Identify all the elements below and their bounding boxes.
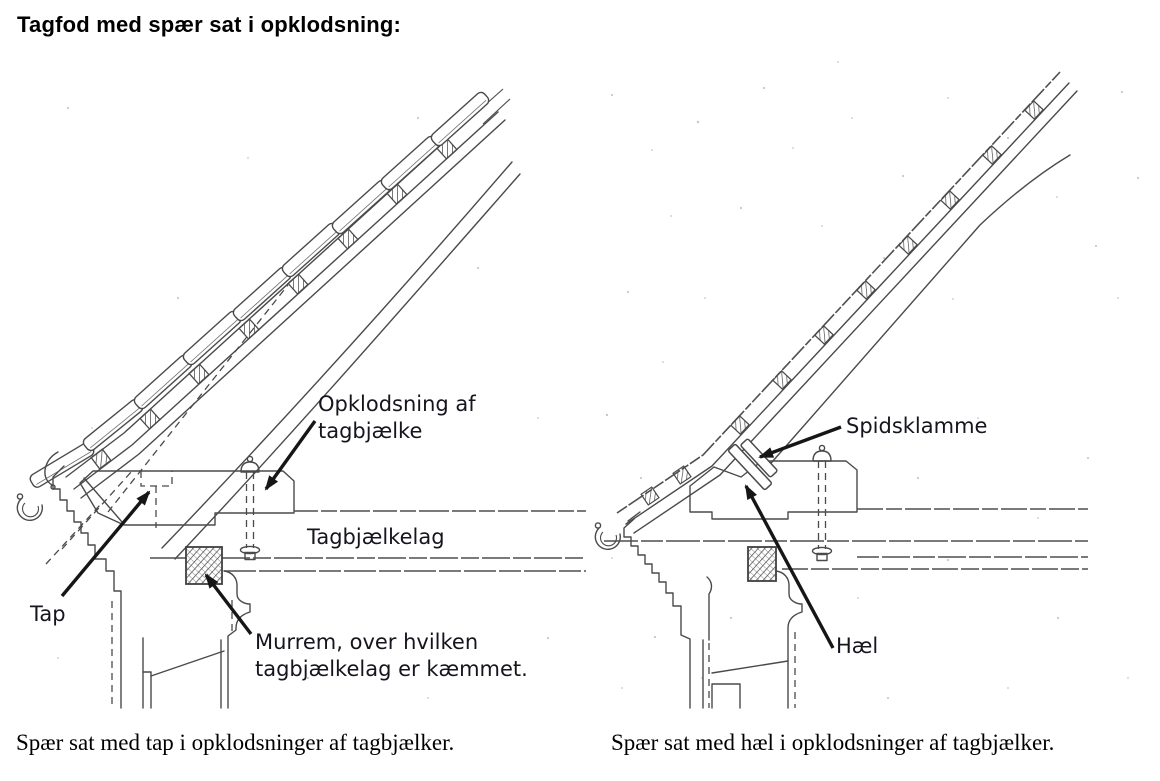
label-spidsklamme: Spidsklamme: [846, 414, 988, 438]
left-bolt: [241, 456, 260, 559]
label-tagbjaelkelag: Tagbjælkelag: [307, 525, 445, 549]
opklodsning-arrow: [266, 421, 315, 489]
right-bolt: [813, 445, 832, 560]
tap-arrow: [62, 492, 149, 596]
spidsklamme-arrow: [760, 427, 841, 457]
right-gutter: [595, 523, 620, 549]
right-battens: [641, 101, 1043, 505]
label-opklodsning: Opklodsning af tagbjælke: [318, 392, 476, 443]
right-caption: Spær sat med hæl i opklodsninger af tagbjælker.: [611, 730, 1055, 755]
murrem-arrow: [206, 575, 251, 634]
right-murrem-square: [748, 547, 776, 581]
left-opklodsning-block: [46, 471, 294, 564]
left-caption: Spær sat med tap i opklodsninger af tagbjælker.: [16, 730, 455, 755]
tap-mortise-dashed: [141, 471, 172, 486]
page-title: Tagfod med spær sat i opklodsning:: [17, 12, 402, 37]
left-wall-profile: [53, 466, 250, 708]
right-diagram-drawing: [595, 72, 1088, 708]
right-rafter-band: [617, 72, 1077, 533]
left-murrem-square: [186, 547, 222, 584]
label-tap: Tap: [30, 602, 66, 626]
right-spidsklamme: [728, 439, 778, 491]
hidden-dash-dot: [46, 505, 100, 564]
label-hael: Hæl: [836, 634, 879, 658]
left-gutter: [17, 494, 42, 520]
callout-arrows: [62, 421, 841, 648]
right-beam-lines: [604, 509, 1088, 569]
hidden-tap-edge: [62, 471, 132, 549]
label-murrem: Murrem, over hvilken tagbjælkelag er kæmmet.: [255, 630, 528, 681]
